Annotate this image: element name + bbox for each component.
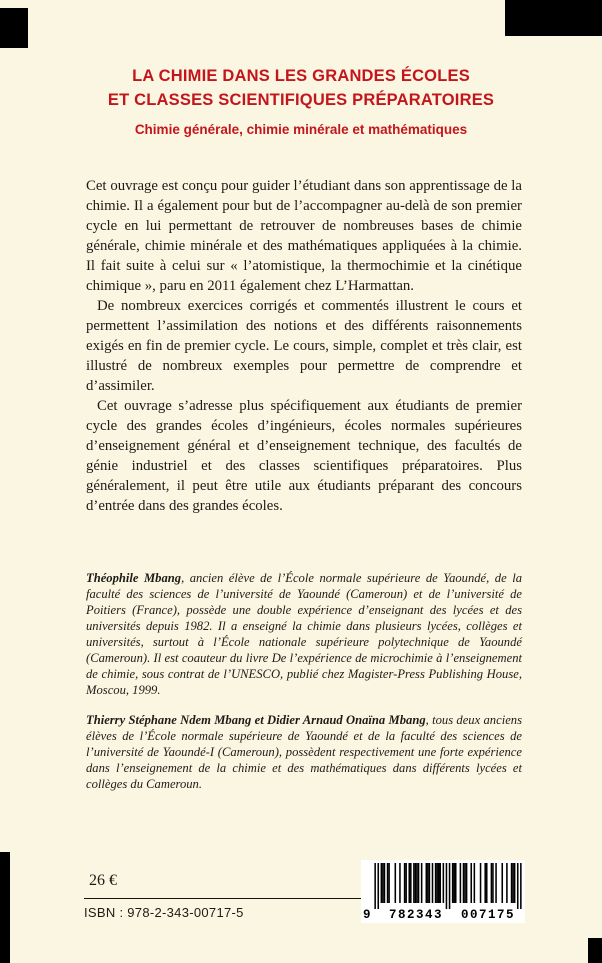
book-subtitle: Chimie générale, chimie minérale et mathématiques	[134, 122, 468, 137]
author-name: Théophile Mbang	[86, 571, 182, 585]
barcode-digit-group1: 782343	[388, 908, 443, 922]
footer-divider	[84, 898, 361, 899]
crop-mark-top-left	[0, 8, 28, 48]
book-title	[0, 64, 602, 112]
barcode-bars	[374, 863, 522, 909]
back-cover-blurb	[86, 176, 522, 516]
author-bio	[86, 712, 522, 792]
isbn-label: ISBN : 978-2-343-00717-5	[84, 905, 244, 920]
barcode	[361, 860, 525, 923]
crop-mark-top-right	[505, 0, 602, 36]
author-bio-text: , tous deux anciens élèves de l’École normale supérieure de Yaoundé et de la faculté des sciences de l’université de Yaoundé-I (Cameroun), possèdent respectivement une forte expérience dans l’enseignement de la chimie et des mathématiques dans différents lycées et collèges du Cameroun.	[86, 713, 522, 791]
blurb-paragraph: Cet ouvrage s’adresse plus spécifiquement aux étudiants de premier cycle des grandes écoles d’ingénieurs, écoles normales supérieures d’enseignement général et d’enseignement technique, des facultés de génie industriel et des classes scientifiques préparatoires. Plus généralement, il peut être utile aux étudiants préparant des concours d’entrée dans des grandes écoles.	[86, 398, 522, 514]
crop-mark-bottom-left	[0, 852, 10, 963]
barcode-digits	[361, 908, 525, 922]
barcode-digit-group2: 007175	[460, 908, 515, 922]
book-title-line2: ET CLASSES SCIENTIFIQUES PRÉPARATOIRES	[107, 91, 495, 109]
author-name: Thierry Stéphane Ndem Mbang et Didier Arnaud Onaïna Mbang	[86, 713, 426, 727]
barcode-digit-lead: 9	[363, 908, 371, 922]
author-bio-text: , ancien élève de l’École normale supérieure de Yaoundé, de la faculté des sciences de l’université de Yaoundé (Cameroun) et de l’université de Poitiers (France), possède une double expérience d’enseignant des lycées et des universités depuis 1982. Il a enseigné la chimie dans plusieurs lycées, collèges et universités, surtout à l’École nationale supérieure polytechnique de Yaoundé (Cameroun). Il est coauteur du livre De l’expérience de microchimie à l’enseignement de chimie, sous contrat de l’UNESCO, publié chez Magister-Press Publishing House, Moscou, 1999.	[86, 571, 522, 697]
blurb-paragraph: Cet ouvrage est conçu pour guider l’étudiant dans son apprentissage de la chimie. Il a également pour but de l’accompagner au-delà de son premier cycle en lui permettant de retrouver de nombreuses bases de chimie générale, chimie minérale et des mathématiques appliquées à la chimie. Il fait suite à celui sur « l’atomistique, la thermochimie et la cinétique chimique », paru en 2011 également chez L’Harmattan.	[86, 178, 522, 294]
author-bios	[86, 570, 522, 806]
blurb-paragraph: De nombreux exercices corrigés et commentés illustrent le cours et permettent l’assimilation des notions et des différents raisonnements exigés en fin de premier cycle. Le cours, simple, complet et très clair, est illustré de nombreux exemples pour permettre de comprendre et d’assimiler.	[86, 298, 522, 394]
book-title-line1: LA CHIMIE DANS LES GRANDES ÉCOLES	[132, 67, 470, 85]
price-label: 26 €	[89, 872, 117, 889]
author-bio	[86, 570, 522, 698]
crop-mark-bottom-right	[588, 938, 602, 963]
